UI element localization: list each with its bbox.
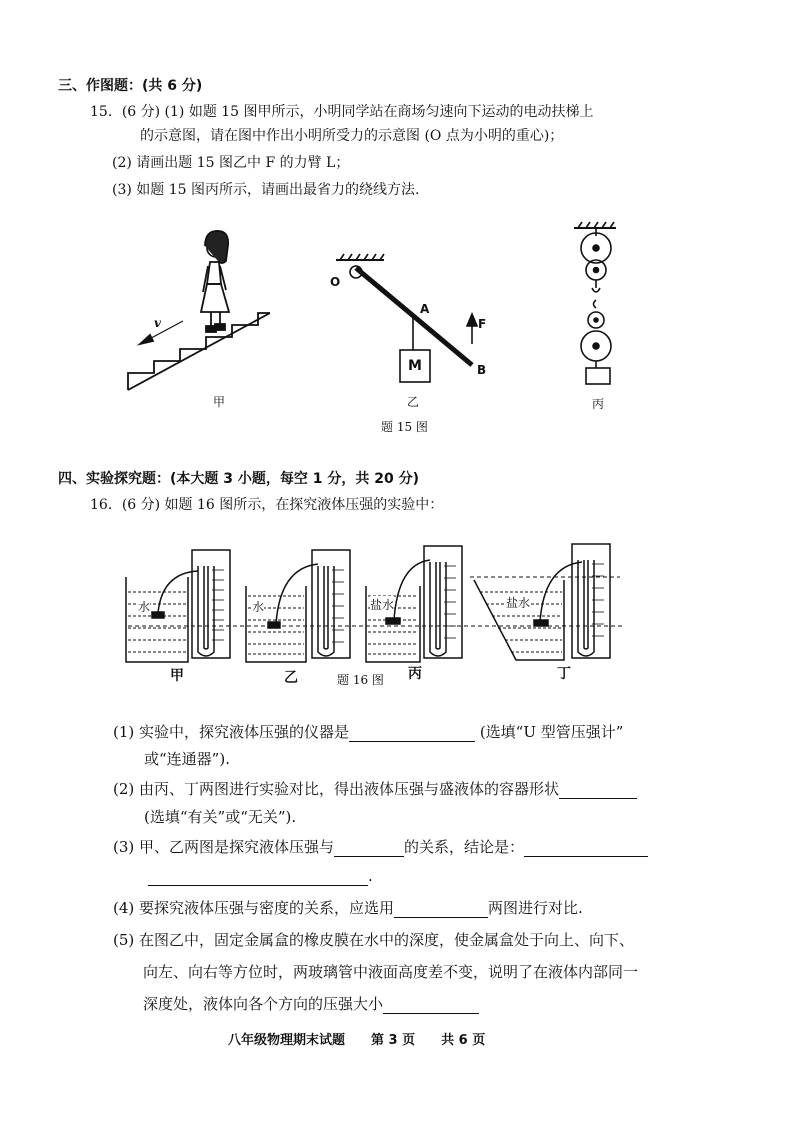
q16-2-line2: (选填“有关”或“无关”). [144, 808, 297, 826]
fig16-jia: 甲 [170, 668, 184, 684]
q16-3-line2 [148, 866, 373, 886]
q16-3-blank-b[interactable] [524, 842, 648, 857]
q16-5-blank[interactable] [383, 999, 479, 1014]
label-F: F [478, 317, 487, 331]
q16-3-end: . [368, 867, 373, 885]
label-B: B [477, 363, 487, 377]
q16-4-blank[interactable] [394, 903, 488, 918]
fig16-yi: 乙 [284, 670, 298, 686]
label-A: A [420, 302, 430, 316]
q16-4-text-b: 两图进行对比. [488, 899, 583, 917]
salt-label-ding: 盐水 [506, 596, 531, 610]
label-v: v [154, 316, 161, 330]
fig16-ding: 丁 [557, 666, 571, 682]
q16-1-line2: 或“连通器”). [144, 750, 230, 768]
page-footer: 八年级物理期末试题 第 3 页 共 6 页 [228, 1033, 486, 1048]
q16-3-text-b: 的关系，结论是： [404, 838, 525, 856]
q16-1-blank[interactable] [349, 727, 475, 742]
q16-1-hint: (选填“U 型管压强计” [479, 723, 624, 741]
fig15-jia: 甲 [213, 395, 226, 409]
apparatus-ding [474, 544, 610, 660]
fig15-bing: 丙 [592, 397, 605, 411]
q16-5-text: 深度处，液体向各个方向的压强大小 [143, 995, 384, 1013]
fig16-caption: 题 16 图 [337, 673, 384, 687]
salt-label-bing: 盐水 [370, 598, 395, 612]
q15-part3: (3) 如题 15 图丙所示，请画出最省力的绕线方法. [112, 182, 420, 198]
q16-2-text: (2) 由丙、丁两图进行实验对比，得出液体压强与盛液体的容器形状 [113, 780, 560, 798]
q16-3-line1 [113, 837, 648, 857]
q15-line1: 15．(6 分) (1) 如题 15 图甲所示，小明同学站在商场匀速向下运动的电动扶梯上 [90, 104, 594, 120]
q16-4-line [113, 898, 583, 918]
fig15-yi: 乙 [407, 395, 420, 409]
q16-2-blank[interactable] [559, 784, 637, 799]
q16-5-line1: (5) 在图乙中，固定金属盒的橡皮膜在水中的深度，使金属盒处于向上、向下、 [113, 931, 635, 949]
q16-1-text: (1) 实验中，探究液体压强的仪器是 [113, 723, 350, 741]
q15-part2: (2) 请画出题 15 图乙中 F 的力臂 L； [112, 155, 350, 171]
q16-2-line1 [113, 779, 637, 799]
section3-title: 三、作图题：(共 6 分) [58, 78, 203, 94]
fig15-caption: 题 15 图 [381, 420, 428, 434]
q16-3-text: (3) 甲、乙两图是探究液体压强与 [113, 838, 335, 856]
q16-3-blank-c[interactable] [148, 871, 368, 886]
label-M: M [408, 358, 422, 374]
q15-line2: 的示意图，请在图中作出小明所受力的示意图 (O 点为小明的重心)； [140, 128, 564, 144]
label-O: O [330, 275, 341, 289]
q16-5-line2: 向左、向右等方位时，两玻璃管中液面高度差不变，说明了在液体内部同一 [143, 963, 639, 981]
section4-title: 四、实验探究题：(本大题 3 小题，每空 1 分，共 20 分) [58, 471, 420, 487]
q16-line1: 16．(6 分) 如题 16 图所示，在探究液体压强的实验中： [90, 497, 444, 513]
q16-4-text: (4) 要探究液体压强与密度的关系，应选用 [113, 899, 395, 917]
fig16-bing: 丙 [408, 666, 422, 682]
q16-3-blank-a[interactable] [334, 842, 404, 857]
water-label-jia: 水 [138, 600, 151, 614]
q16-5-line3 [143, 994, 479, 1014]
water-label-yi: 水 [252, 600, 265, 614]
q16-1-line1 [113, 722, 623, 742]
